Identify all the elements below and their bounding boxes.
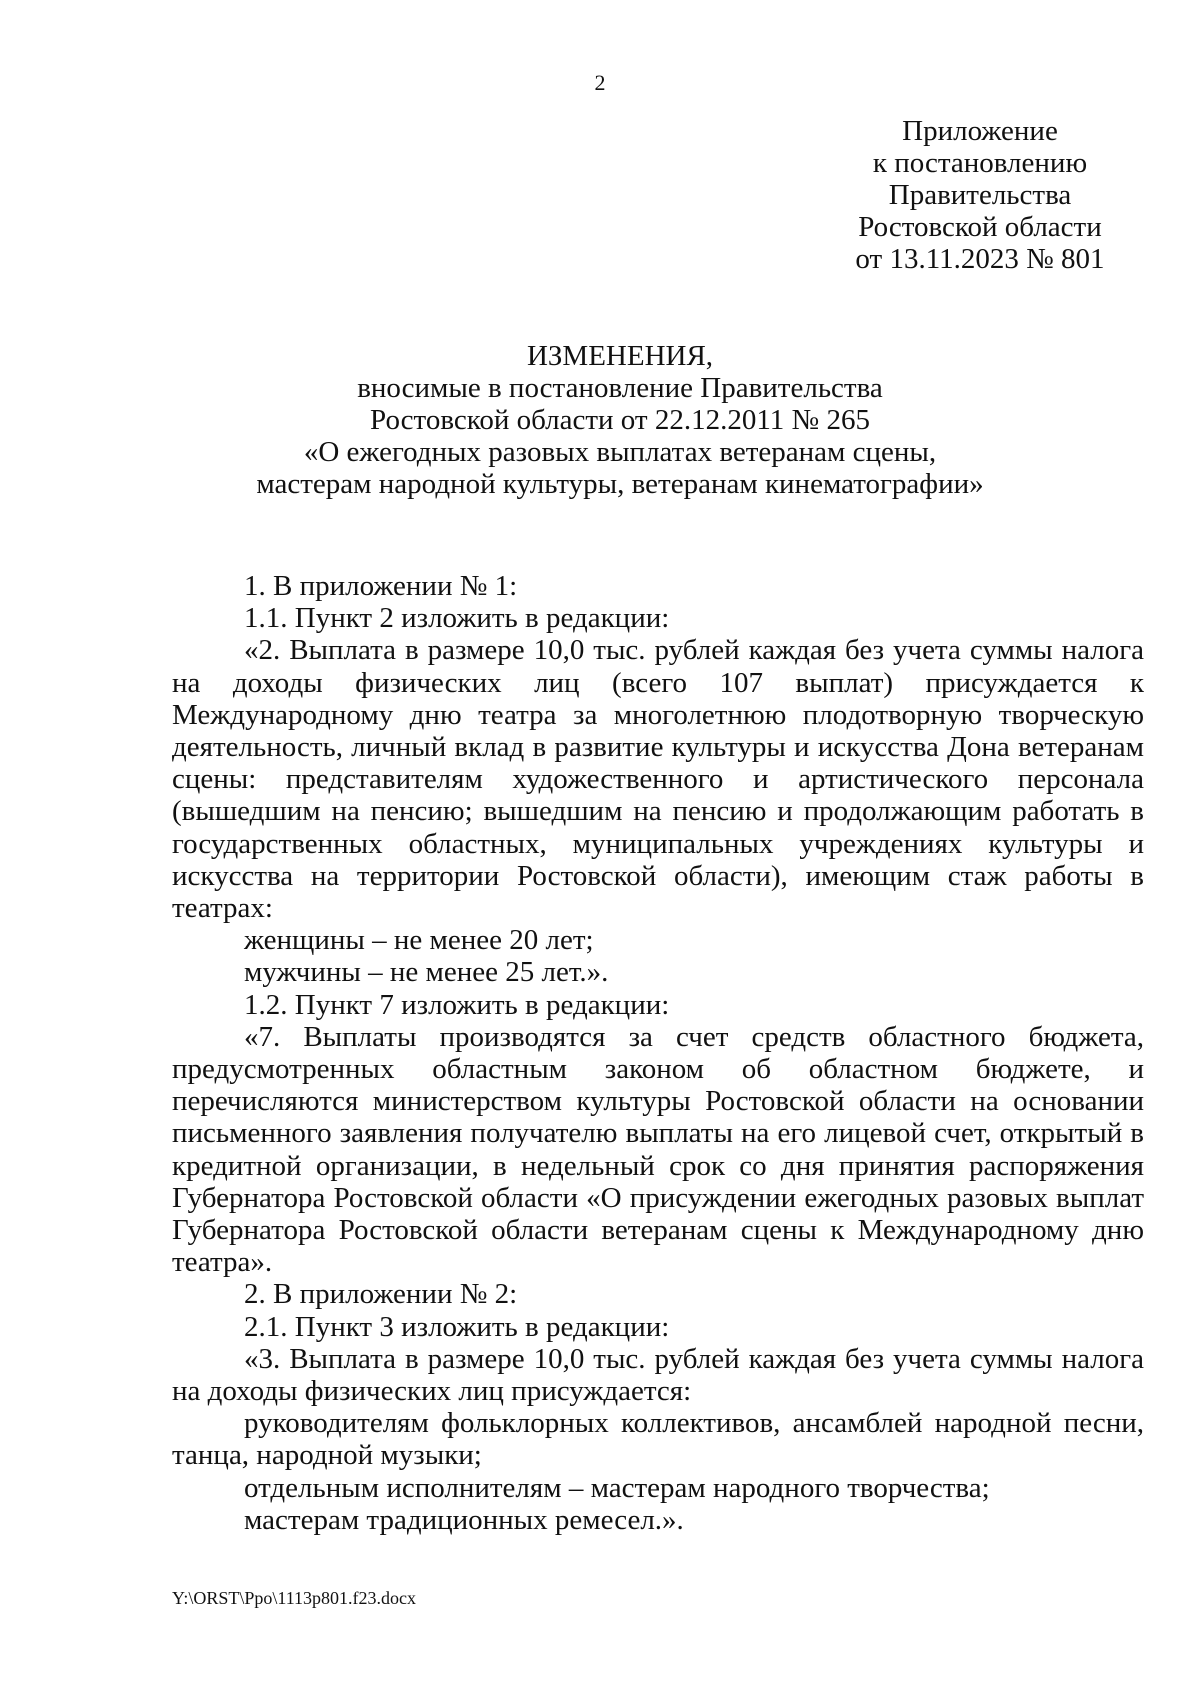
appendix-header [830,115,1130,275]
appendix-line: Приложение [902,115,1058,147]
appendix-line: от 13.11.2023 № 801 [855,243,1105,275]
paragraph: мужчины – не менее 25 лет.». [244,956,609,989]
paragraph: мастерам традиционных ремесел.». [244,1503,684,1536]
page-number: 2 [594,70,606,95]
title-heading: ИЗМЕНЕНИЯ, [526,340,714,372]
paragraph: «2. Выплата в размере 10,0 тыс. рублей каждая без учета суммы налога на доходы физических лиц (всего 107 выплат) присуждается к Международному дню театра за многолетнюю плодотворную творческую деятельность, личный вклад в развитие культуры и искусства Дона ветеранам сцены: представителям художественного и артистического персонала (вышедшим на пенсию; вышедшим на пенсию и продолжающим работать в государственных областных, муниципальных учреждениях культуры и искусства на территории Ростовской области), имеющим стаж работы в театрах: [172,634,1144,925]
paragraph: «3. Выплата в размере 10,0 тыс. рублей каждая без учета суммы налога на доходы физических лиц присуждается: [172,1342,1144,1408]
paragraph: 2. В приложении № 2: [244,1278,518,1311]
appendix-line: к постановлению [872,147,1088,179]
paragraph: 2.1. Пункт 3 изложить в редакции: [244,1310,670,1343]
document-title [160,340,1080,500]
title-line: «О ежегодных разовых выплатах ветеранам сцены, [303,436,937,468]
paragraph: руководителям фольклорных коллективов, ансамблей народной песни, танца, народной музыки; [172,1407,1144,1472]
title-line: вносимые в постановление Правительства [357,372,883,404]
paragraph: 1. В приложении № 1: [244,570,518,602]
title-line: мастерам народной культуры, ветеранам кинематографии» [256,468,984,500]
paragraph: «7. Выплаты производятся за счет средств областного бюджета, предусмотренных областным законом об областном бюджете, и перечисляются министерством культуры Ростовской области на основании письменного заявления получателю выплаты на его лицевой счет, открытый в кредитной организации, в недельный срок со дня принятия распоряжения Губернатора Ростовской области «О присуждении ежегодных разовых выплат Губернатора Ростовской области ветеранам сцены к Международному дню театра». [172,1020,1144,1279]
document-body [172,570,1144,1536]
appendix-line: Ростовской области [858,211,1102,243]
file-path-footer: Y:\ORST\Ppo\1113p801.f23.docx [172,1588,417,1608]
paragraph: 1.1. Пункт 2 изложить в редакции: [244,602,670,635]
paragraph: 1.2. Пункт 7 изложить в редакции: [244,988,670,1021]
paragraph: отдельным исполнителям – мастерам народного творчества; [244,1471,990,1504]
title-line: Ростовской области от 22.12.2011 № 265 [370,404,870,436]
paragraph: женщины – не менее 20 лет; [244,924,594,957]
appendix-line: Правительства [888,179,1072,211]
